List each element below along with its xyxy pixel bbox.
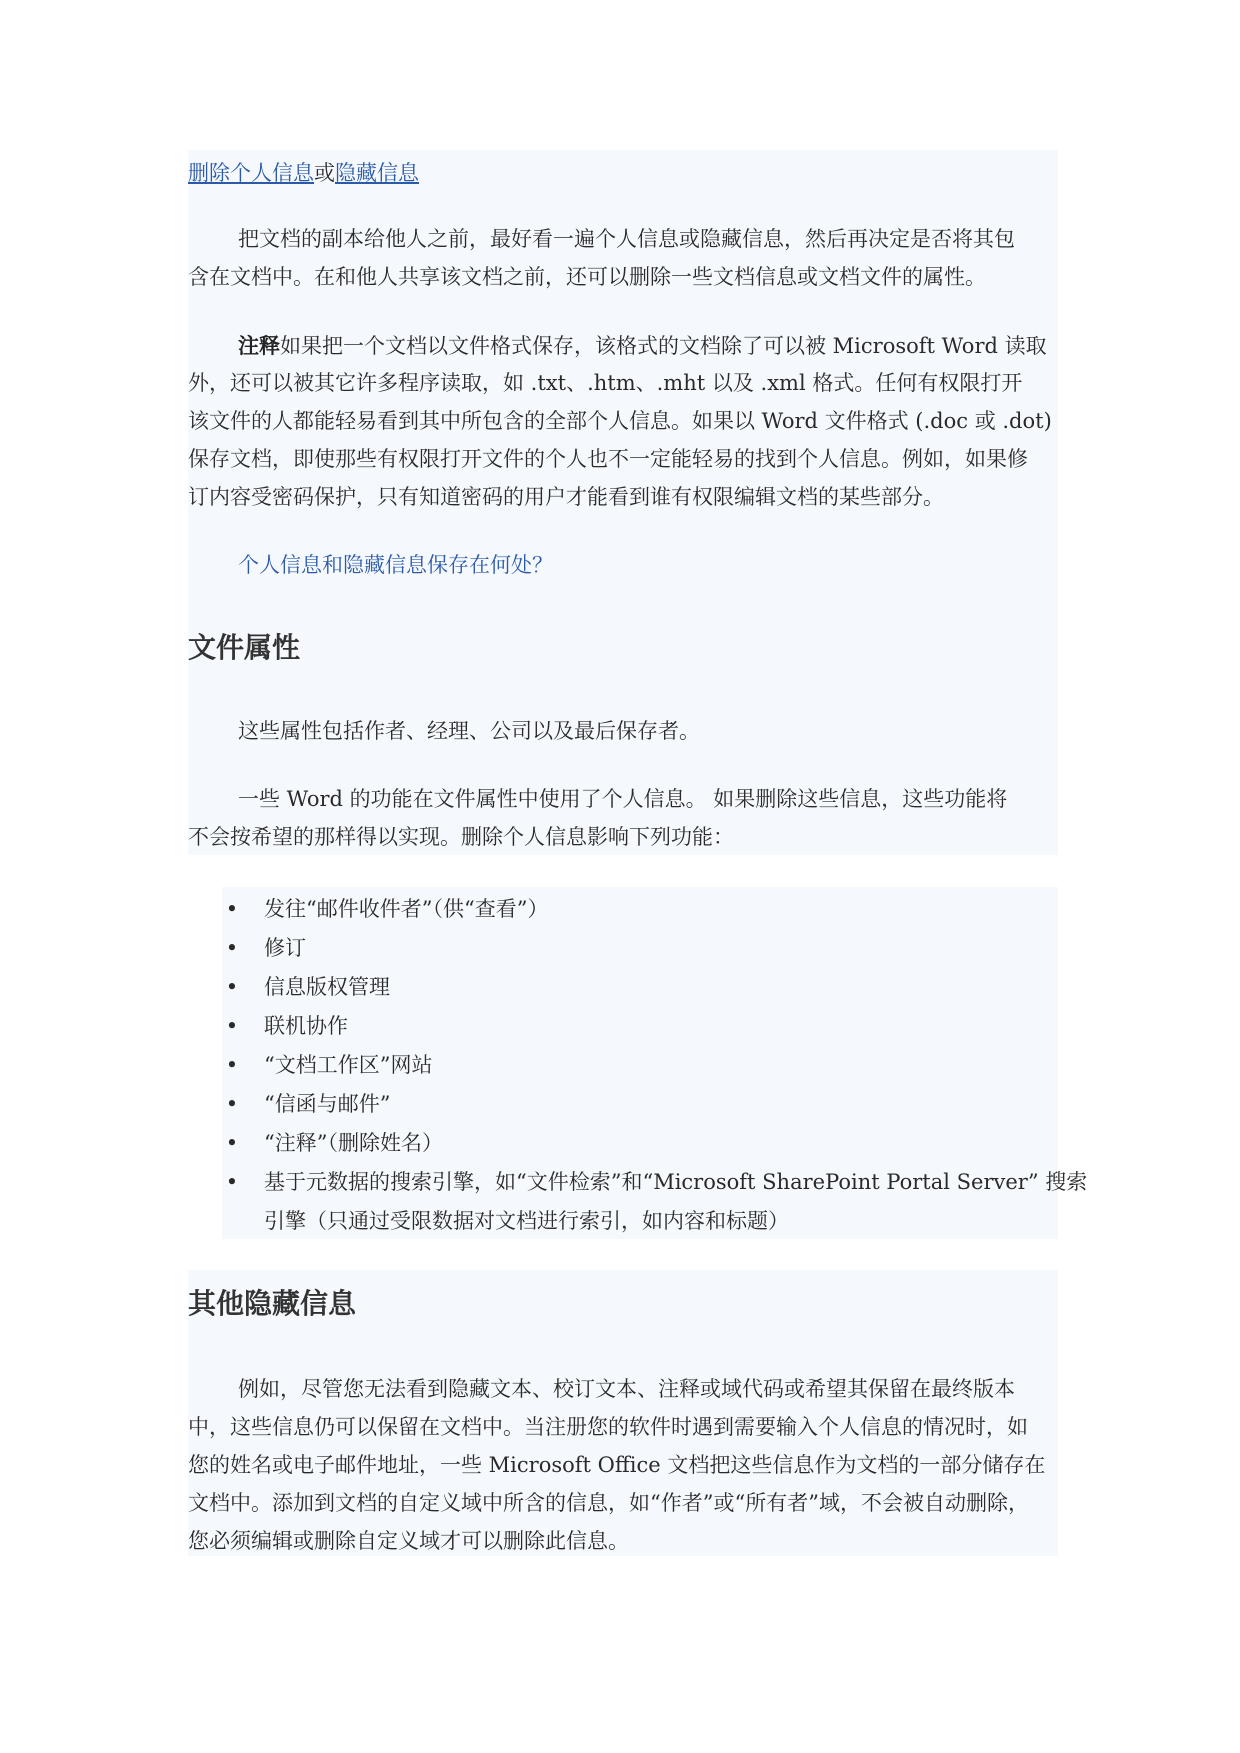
para1-line2: 含在文档中。在和他人共享该文档之前，还可以删除一些文档信息或文档文件的属性。: [188, 265, 986, 289]
where-stored-link[interactable]: 个人信息和隐藏信息保存在何处？: [238, 553, 553, 577]
list-item-text: “文档工作区”网站: [264, 1053, 433, 1077]
list-item-text: 修订: [264, 936, 306, 960]
bullet-icon: •: [225, 1170, 239, 1194]
section2-line3: 您的姓名或电子邮件地址，一些 Microsoft Office 文档把这些信息作为文档的一部分储存在: [188, 1453, 1046, 1477]
list-item-text: 发往“邮件收件者”（供“查看”）: [264, 897, 549, 921]
bullet-icon: •: [225, 1053, 239, 1077]
bullet-icon: •: [225, 1014, 239, 1038]
section2-line4: 文档中。添加到文档的自定义域中所含的信息，如“作者”或“所有者”域，不会被自动删除，: [188, 1491, 1029, 1515]
list-item-text: “注释”（删除姓名）: [264, 1131, 443, 1155]
bullet-icon: •: [225, 1131, 239, 1155]
section-heading-other-hidden-info: 其他隐藏信息: [188, 1287, 357, 1320]
section1-para2-line1: 一些 Word 的功能在文件属性中使用了个人信息。 如果删除这些信息，这些功能将: [238, 787, 1008, 811]
bullet-icon: •: [225, 1092, 239, 1116]
section2-line2: 中，这些信息仍可以保留在文档中。当注册您的软件时遇到需要输入个人信息的情况时，如: [188, 1415, 1028, 1439]
list-item-text: 联机协作: [264, 1014, 348, 1038]
note-line2: 外，还可以被其它许多程序读取，如 .txt、.htm、.mht 以及 .xml 格式。任何有权限打开: [188, 371, 1023, 395]
list-item-text: 信息版权管理: [264, 975, 390, 999]
title-connector: 或: [314, 161, 335, 185]
where-stored-line: [238, 546, 1138, 585]
list-item-text: “信函与邮件”: [264, 1092, 391, 1116]
remove-personal-info-link[interactable]: 删除个人信息: [188, 161, 314, 185]
section2-line1: 例如，尽管您无法看到隐藏文本、校订文本、注释或域代码或希望其保留在最终版本: [238, 1377, 1015, 1401]
list-item-text: 引擎（只通过受限数据对文档进行索引，如内容和标题）: [264, 1209, 789, 1233]
note-line5: 订内容受密码保护，只有知道密码的用户才能看到谁有权限编辑文档的某些部分。: [188, 485, 944, 509]
title-links-line: [188, 154, 1088, 193]
section1-para2-line2: 不会按希望的那样得以实现。删除个人信息影响下列功能：: [188, 825, 734, 849]
note-line1: [238, 326, 1138, 366]
note-label: 注释: [238, 333, 280, 358]
bullet-icon: •: [225, 975, 239, 999]
section1-para1: 这些属性包括作者、经理、公司以及最后保存者。: [238, 719, 700, 743]
list-item-text: 基于元数据的搜索引擎，如“文件检索”和“Microsoft SharePoint Portal Server” 搜索: [264, 1170, 1088, 1194]
note-line4: 保存文档，即使那些有权限打开文件的个人也不一定能轻易的找到个人信息。例如，如果修: [188, 447, 1028, 471]
section2-line5: 您必须编辑或删除自定义域才可以删除此信息。: [188, 1529, 629, 1553]
para1-line1: 把文档的副本给他人之前，最好看一遍个人信息或隐藏信息，然后再决定是否将其包: [238, 227, 1015, 251]
bullet-icon: •: [225, 897, 239, 921]
section-heading-file-properties: 文件属性: [188, 631, 301, 664]
hidden-info-link[interactable]: 隐藏信息: [335, 161, 419, 185]
note-line1-text: 如果把一个文档以文件格式保存，该格式的文档除了可以被 Microsoft Word 读取: [280, 334, 1047, 358]
note-line3: 该文件的人都能轻易看到其中所包含的全部个人信息。如果以 Word 文件格式 (.doc 或 .dot): [188, 409, 1052, 433]
bullet-icon: •: [225, 936, 239, 960]
